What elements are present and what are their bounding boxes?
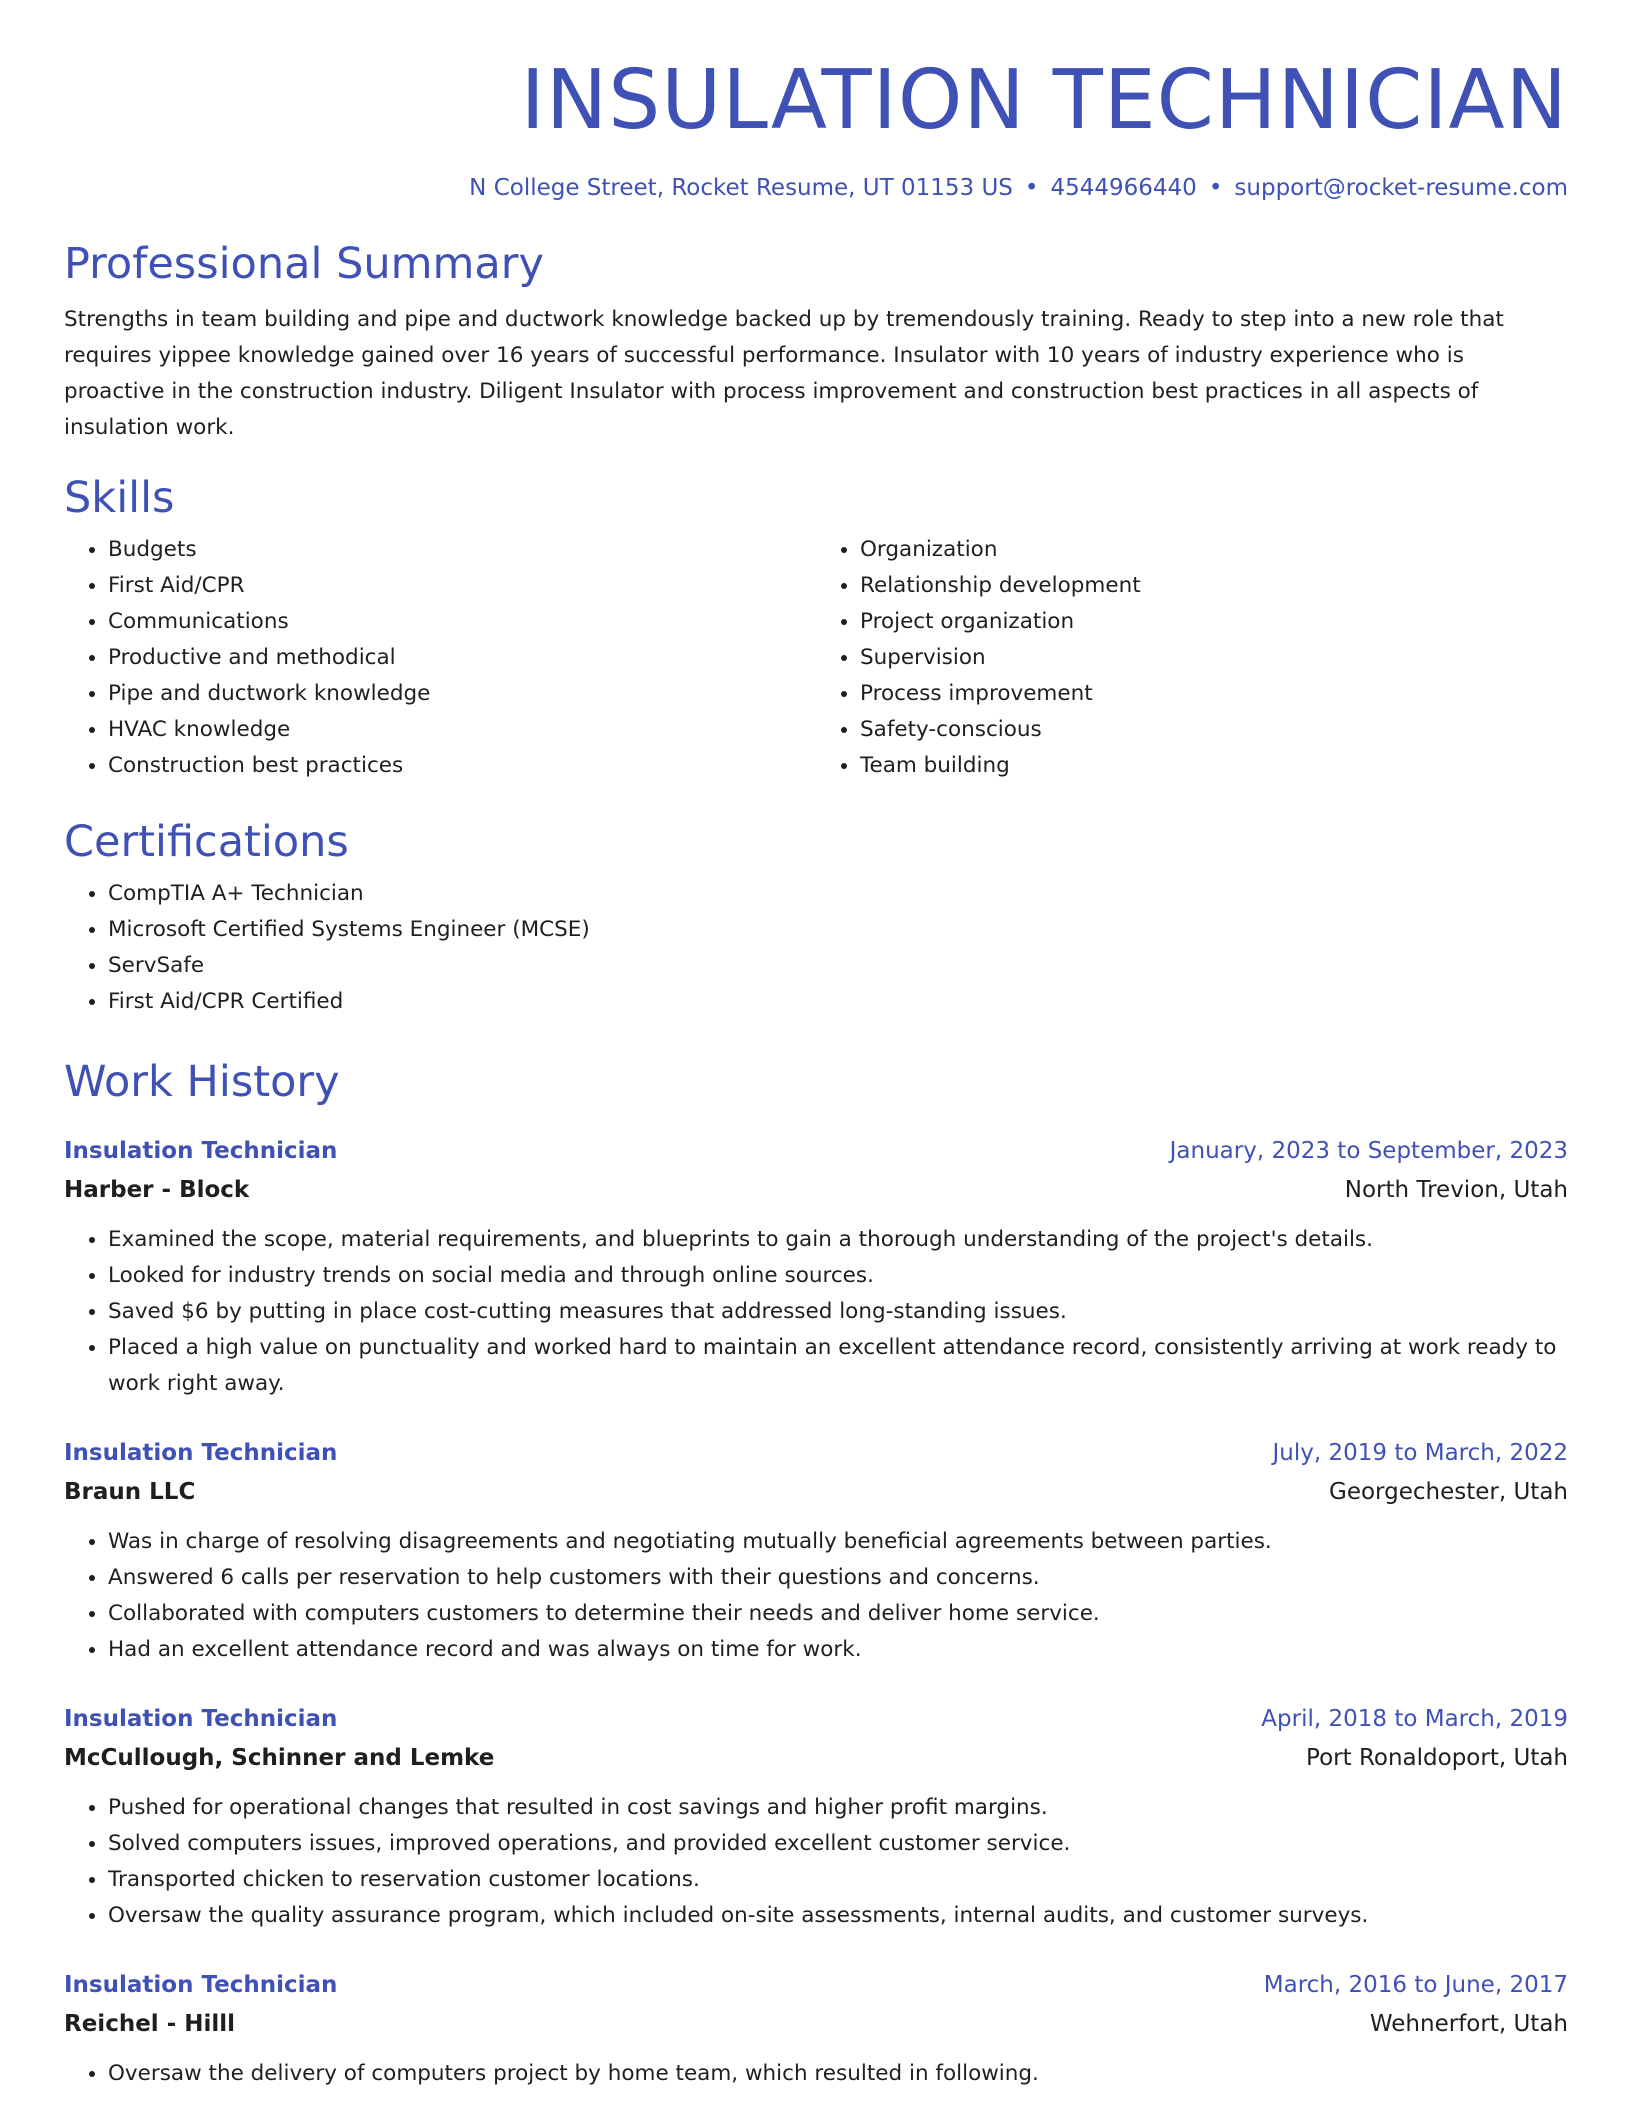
skill-item: • Communications	[108, 604, 816, 640]
skill-item: • Project organization	[860, 604, 1568, 640]
skill-item: • Pipe and ductwork knowledge	[108, 676, 816, 712]
job-header-row	[64, 1132, 1568, 1170]
job-header-row	[64, 1966, 1568, 2004]
summary-heading: Professional Summary	[64, 239, 544, 290]
job-location: North Trevion, Utah	[1344, 1177, 1568, 1204]
certification-item: • First Aid/CPR Certified	[108, 984, 1568, 1020]
skill-item: • Construction best practices	[108, 748, 816, 784]
job-bullet: • Collaborated with computers customers to determine their needs and deliver home service.	[108, 1596, 1568, 1632]
job-bullet: • Oversaw the quality assurance program, which included on-site assessments, internal audits, and customer surveys.	[108, 1898, 1568, 1934]
job-company-row	[64, 1472, 1568, 1512]
summary-text: Strengths in team building and pipe and ductwork knowledge backed up by tremendously training. Ready to step into a new role that requires yippee knowledge gained over 16 years of successful performance. Insulator with 10 years of industry experience who is proactive in the construction industry. Diligent Insulator with process improvement and construction best practices in all aspects of insulation work.	[64, 307, 1504, 441]
job-location: Georgechester, Utah	[1329, 1479, 1568, 1506]
job-company: McCullough, Schinner and Lemke	[64, 1745, 495, 1772]
job-dates: March, 2016 to June, 2017	[1263, 1972, 1568, 1999]
job-header-row	[64, 1434, 1568, 1472]
contact-separator: •	[1024, 175, 1039, 202]
job-entry	[64, 1700, 1568, 1934]
job-company-row	[64, 2004, 1568, 2044]
skill-item: • Supervision	[860, 640, 1568, 676]
contact-phone: 4544966440	[1050, 175, 1197, 202]
contact-email[interactable]: support@rocket-resume.com	[1234, 175, 1568, 202]
job-entry	[64, 1966, 1568, 2092]
job-title: Insulation Technician	[64, 1138, 338, 1165]
skills-list-right	[816, 532, 1568, 784]
contact-line	[64, 170, 1568, 206]
skill-item: • Budgets	[108, 532, 816, 568]
certification-item: • ServSafe	[108, 948, 1568, 984]
job-location: Wehnerfort, Utah	[1369, 2011, 1568, 2038]
job-bullet: • Looked for industry trends on social media and through online sources.	[108, 1258, 1568, 1294]
skill-item: • Organization	[860, 532, 1568, 568]
job-bullets	[64, 1524, 1568, 1668]
job-bullet: • Had an excellent attendance record and was always on time for work.	[108, 1632, 1568, 1668]
skill-item: • Team building	[860, 748, 1568, 784]
job-company-row	[64, 1738, 1568, 1778]
job-bullets	[64, 1222, 1568, 1402]
job-dates: January, 2023 to September, 2023	[1169, 1138, 1568, 1165]
job-entry	[64, 1132, 1568, 1402]
certification-item: • CompTIA A+ Technician	[108, 876, 1568, 912]
job-bullet: • Transported chicken to reservation customer locations.	[108, 1862, 1568, 1898]
certification-item: • Microsoft Certified Systems Engineer (MCSE)	[108, 912, 1568, 948]
job-location: Port Ronaldoport, Utah	[1306, 1745, 1568, 1772]
skill-item: • First Aid/CPR	[108, 568, 816, 604]
job-bullets	[64, 1790, 1568, 1934]
job-title: Insulation Technician	[64, 1972, 338, 1999]
job-bullet: • Saved $6 by putting in place cost-cutting measures that addressed long-standing issues.	[108, 1294, 1568, 1330]
job-dates: April, 2018 to March, 2019	[1261, 1706, 1568, 1733]
work-history-heading: Work History	[64, 1057, 340, 1108]
job-bullet: • Solved computers issues, improved operations, and provided excellent customer service.	[108, 1826, 1568, 1862]
job-title: Insulation Technician	[64, 1440, 338, 1467]
certifications-heading: Certifications	[64, 817, 349, 868]
job-bullet: • Examined the scope, material requirements, and blueprints to gain a thorough understanding of the project's details.	[108, 1222, 1568, 1258]
skills-heading: Skills	[64, 473, 175, 524]
job-company-row	[64, 1170, 1568, 1210]
contact-address: N College Street, Rocket Resume, UT 01153 US	[469, 175, 1013, 202]
job-bullet: • Pushed for operational changes that resulted in cost savings and higher profit margins.	[108, 1790, 1568, 1826]
contact-separator: •	[1208, 175, 1223, 202]
job-entry	[64, 1434, 1568, 1668]
skills-grid	[64, 532, 1568, 784]
job-bullet: • Placed a high value on punctuality and worked hard to maintain an excellent attendance record, consistently arriving at work ready to work right away.	[108, 1330, 1568, 1402]
skill-item: • Productive and methodical	[108, 640, 816, 676]
skill-item: • Relationship development	[860, 568, 1568, 604]
resume-name: INSULATION TECHNICIAN	[520, 53, 1568, 148]
job-bullet: • Oversaw the delivery of computers project by home team, which resulted in following.	[108, 2056, 1568, 2092]
job-company: Reichel - Hilll	[64, 2011, 236, 2038]
job-bullet: • Answered 6 calls per reservation to help customers with their questions and concerns.	[108, 1560, 1568, 1596]
job-header-row	[64, 1700, 1568, 1738]
certifications-list	[64, 876, 1568, 1020]
job-company: Harber - Block	[64, 1177, 250, 1204]
job-title: Insulation Technician	[64, 1706, 338, 1733]
job-dates: July, 2019 to March, 2022	[1272, 1440, 1568, 1467]
skill-item: • Safety-conscious	[860, 712, 1568, 748]
skills-list-left	[64, 532, 816, 784]
job-bullet: • Was in charge of resolving disagreements and negotiating mutually beneficial agreements between parties.	[108, 1524, 1568, 1560]
skill-item: • HVAC knowledge	[108, 712, 816, 748]
job-bullets	[64, 2056, 1568, 2092]
job-company: Braun LLC	[64, 1479, 196, 1506]
skill-item: • Process improvement	[860, 676, 1568, 712]
